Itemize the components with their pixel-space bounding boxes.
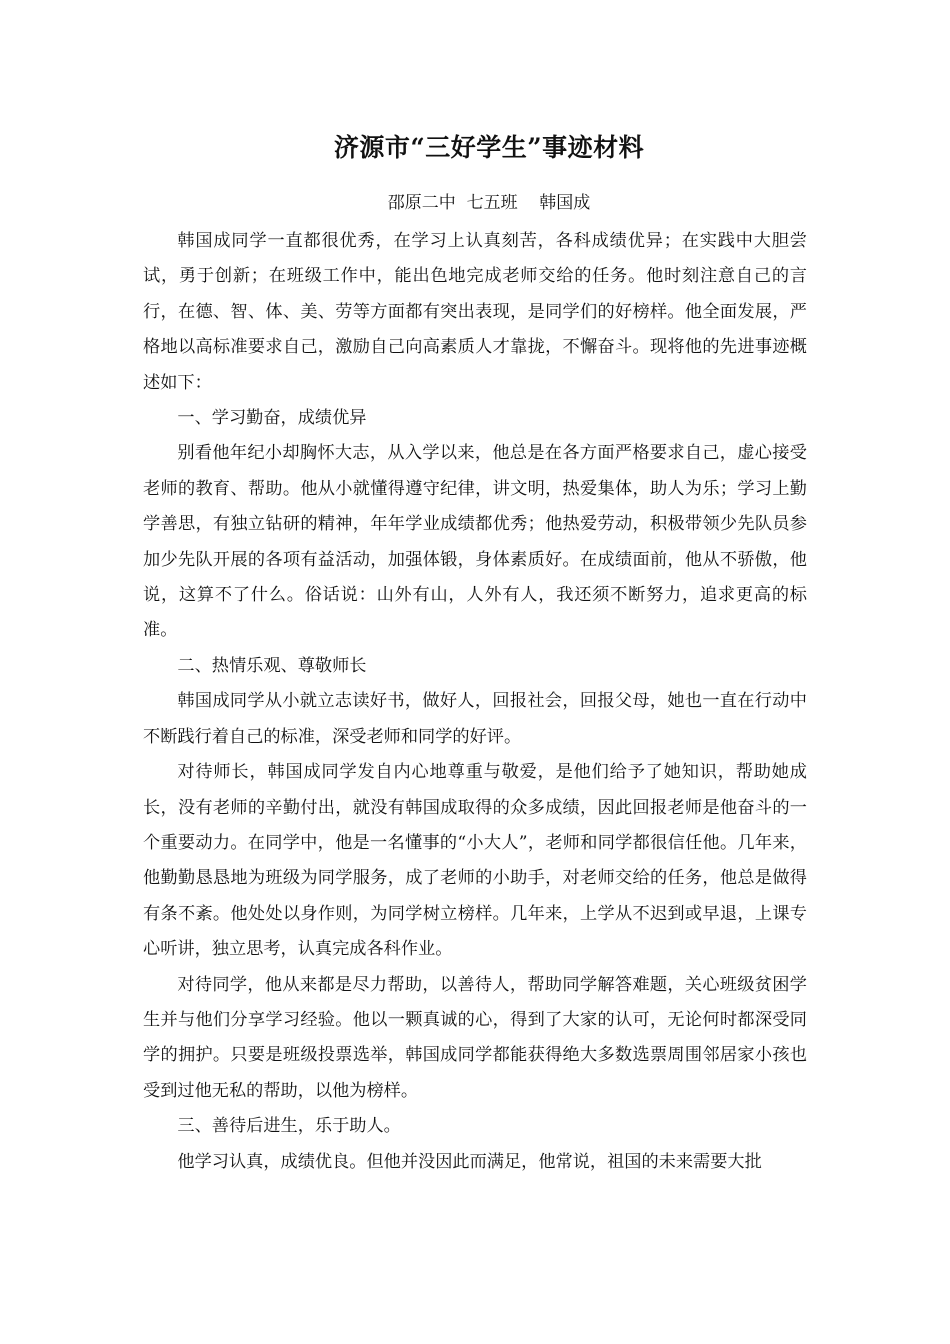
paragraph: 他学习认真，成绩优良。但他并没因此而满足，他常说，祖国的未来需要大批 — [177, 1151, 762, 1172]
document-body — [143, 224, 807, 1180]
document-page — [143, 128, 807, 1180]
paragraph: 对待同学，他从来都是尽力帮助，以善待人，帮助同学解答难题，关心班级贫困学生并与他们分享学习经验。他以一颗真诚的心，得到了大家的认可，无论何时都深受同学的拥护。只要是班级投票选举，韩国成同学都能获得绝大多数选票周围邻居家小孩也受到过他无私的帮助，以他为榜样。 — [143, 974, 807, 1101]
section-heading: 一、学习勤奋，成绩优异 — [177, 408, 367, 429]
paragraph: 别看他年纪小却胸怀大志，从入学以来，他总是在各方面严格要求自己，虚心接受老师的教育、帮助。他从小就懂得遵守纪律，讲文明，热爱集体，助人为乐；学习上勤学善思，有独立钻研的精神，年年学业成绩都优秀；他热爱劳动，积极带领少先队员参加少先队开展的各项有益活动，加强体锻，身体素质好。在成绩面前，他从不骄傲，他说，这算不了什么。俗话说：山外有山，人外有人，我还须不断努力，追求更高的标准。 — [143, 443, 807, 641]
paragraph: 韩国成同学从小就立志读好书，做好人，回报社会，回报父母，她也一直在行动中不断践行着自己的标准，深受老师和同学的好评。 — [143, 691, 807, 747]
section-heading: 二、热情乐观、尊敬师长 — [177, 655, 367, 676]
paragraph: 对待师长，韩国成同学发自内心地尊重与敬爱，是他们给予了她知识，帮助她成长，没有老师的辛勤付出，就没有韩国成取得的众多成绩，因此回报老师是他奋斗的一个重要动力。在同学中，他是一名懂事的“小大人”，老师和同学都很信任他。几年来，他勤勤恳恳地为班级为同学服务，成了老师的小助手，对老师交给的任务，他总是做得有条不紊。他处处以身作则，为同学树立榜样。几年来，上学从不迟到或早退，上课专心听讲，独立思考，认真完成各科作业。 — [143, 762, 807, 960]
document-byline: 邵原二中 七五班 韩国成 — [387, 193, 591, 213]
paragraph: 韩国成同学一直都很优秀，在学习上认真刻苦，各科成绩优异；在实践中大胆尝试，勇于创新；在班级工作中，能出色地完成老师交给的任务。他时刻注意自己的言行，在德、智、体、美、劳等方面都有突出表现，是同学们的好榜样。他全面发展，严格地以高标准要求自己，激励自己向高素质人才靠拢，不懈奋斗。现将他的先进事迹概述如下： — [143, 231, 807, 393]
section-heading: 三、善待后进生，乐于助人。 — [177, 1116, 401, 1137]
document-title: 济源市“三好学生”事迹材料 — [333, 133, 645, 162]
